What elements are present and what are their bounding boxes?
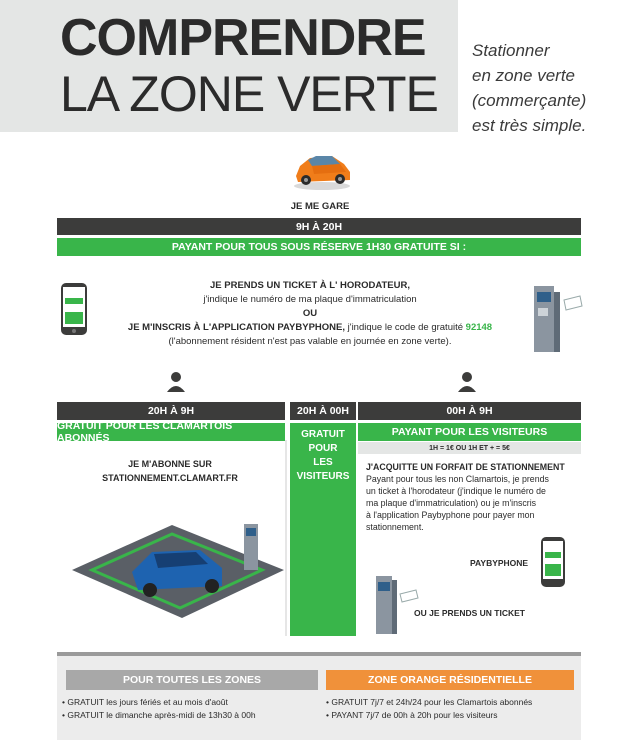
parking-meter-icon xyxy=(528,278,584,354)
subtitle-line: en zone verte xyxy=(472,66,576,85)
col3-body-line: ma plaque d'immatriculation) ou je m'inscris xyxy=(366,498,537,508)
rate-bar: 1H = 1€ OU 1H ET + = 5€ xyxy=(358,442,581,454)
page-title-line2: LA ZONE VERTE xyxy=(60,66,438,122)
page-title: COMPRENDRE xyxy=(60,9,426,67)
list-item-bold: GRATUIT xyxy=(67,710,104,720)
col2-label-line: GRATUIT xyxy=(301,429,345,440)
subtitle-line: Stationner xyxy=(472,41,550,60)
list-item-text: 7j/7 de 00h à 20h pour les visiteurs xyxy=(363,710,498,720)
divider xyxy=(285,440,287,636)
list-item-bold: GRATUIT xyxy=(331,697,368,707)
instruction-ticket: JE PRENDS UN TICKET À L' HORODATEUR, xyxy=(209,280,410,291)
top-instructions xyxy=(100,279,520,349)
hours-bar-col3: 00H À 9H xyxy=(358,402,581,420)
car-icon xyxy=(290,146,354,192)
col3-body-line: à l'application Paybyphone pour payer mon xyxy=(366,510,535,520)
list-item-text: le dimanche après-midi de 13h30 à 00h xyxy=(103,710,256,720)
subtitle-line: est très simple. xyxy=(472,116,587,135)
parking-meter-icon xyxy=(372,570,422,636)
hours-bar-col1: 20H À 9H xyxy=(57,402,285,420)
hours-bar-day: 9H À 20H xyxy=(57,218,581,235)
subtitle-line: (commerçante) xyxy=(472,91,587,110)
gratuity-code: 92148 xyxy=(465,322,493,333)
instruction-app xyxy=(100,321,520,335)
ticket-label: OU JE PRENDS UN TICKET xyxy=(414,608,525,618)
col1-text xyxy=(80,457,260,485)
footer-right-list xyxy=(326,696,580,722)
payant-bar: PAYANT POUR TOUS SOUS RÉSERVE 1H30 GRATUITE SI : xyxy=(57,238,581,256)
parking-lot-icon xyxy=(72,510,284,620)
col1-text2: STATIONNEMENT.CLAMART.FR xyxy=(102,473,238,483)
person-icon xyxy=(165,370,187,392)
list-item: • GRATUIT le dimanche après-midi de 13h30 à 00h xyxy=(62,710,256,720)
person-icon xyxy=(456,370,478,392)
col2-label-line: LES xyxy=(313,457,333,468)
hours-bar-col2: 20H À 00H xyxy=(290,402,356,420)
subtitle xyxy=(472,38,638,138)
col3-body-line: un ticket à l'horodateur (j'indique le numéro de xyxy=(366,486,546,496)
col3-body-line: stationnement. xyxy=(366,522,424,532)
je-me-gare-label: JE ME GARE xyxy=(290,201,350,212)
list-item: • GRATUIT les jours fériés et au mois d'août xyxy=(62,697,228,707)
instruction-or: OU xyxy=(302,308,318,319)
col3-label: PAYANT POUR LES VISITEURS xyxy=(358,423,581,441)
list-item-text: 7j/7 et 24h/24 pour les Clamartois abonnés xyxy=(367,697,533,707)
col1-text1: JE M'ABONNE SUR xyxy=(128,459,212,469)
instruction-app-bold: JE M'INSCRIS À L'APPLICATION PAYBYPHONE, xyxy=(127,322,345,333)
list-item-bold: GRATUIT xyxy=(67,697,104,707)
list-item-bold: PAYANT xyxy=(331,710,364,720)
list-item: • PAYANT 7j/7 de 00h à 20h pour les visiteurs xyxy=(326,710,498,720)
col2-label-line: VISITEURS xyxy=(296,471,350,482)
col2-label-line: POUR xyxy=(308,443,338,454)
footer-right-title: ZONE ORANGE RÉSIDENTIELLE xyxy=(326,670,574,690)
instruction-note: (l'abonnement résident n'est pas valable en journée en zone verte). xyxy=(168,336,452,347)
paybyphone-label: PAYBYPHONE xyxy=(470,558,529,568)
phone-icon xyxy=(60,282,88,336)
col3-body-line: Payant pour tous les non Clamartois, je prends xyxy=(366,474,549,484)
list-item-text: les jours fériés et au mois d'août xyxy=(103,697,228,707)
list-item: • GRATUIT 7j/7 et 24h/24 pour les Clamartois abonnés xyxy=(326,697,533,707)
col2-label xyxy=(290,428,356,484)
footer-left-title: POUR TOUTES LES ZONES xyxy=(66,670,318,690)
col3-heading: J'ACQUITTE UN FORFAIT DE STATIONNEMENT xyxy=(366,462,565,472)
col1-label: GRATUIT POUR LES CLAMARTOIS ABONNÉS xyxy=(57,423,285,441)
instruction-app-rest: j'indique le code de gratuité xyxy=(345,322,466,333)
phone-icon xyxy=(540,536,566,588)
footer-left-list xyxy=(62,696,318,722)
instruction-plate: j'indique le numéro de ma plaque d'immatriculation xyxy=(203,294,417,305)
col3-text xyxy=(366,461,581,533)
